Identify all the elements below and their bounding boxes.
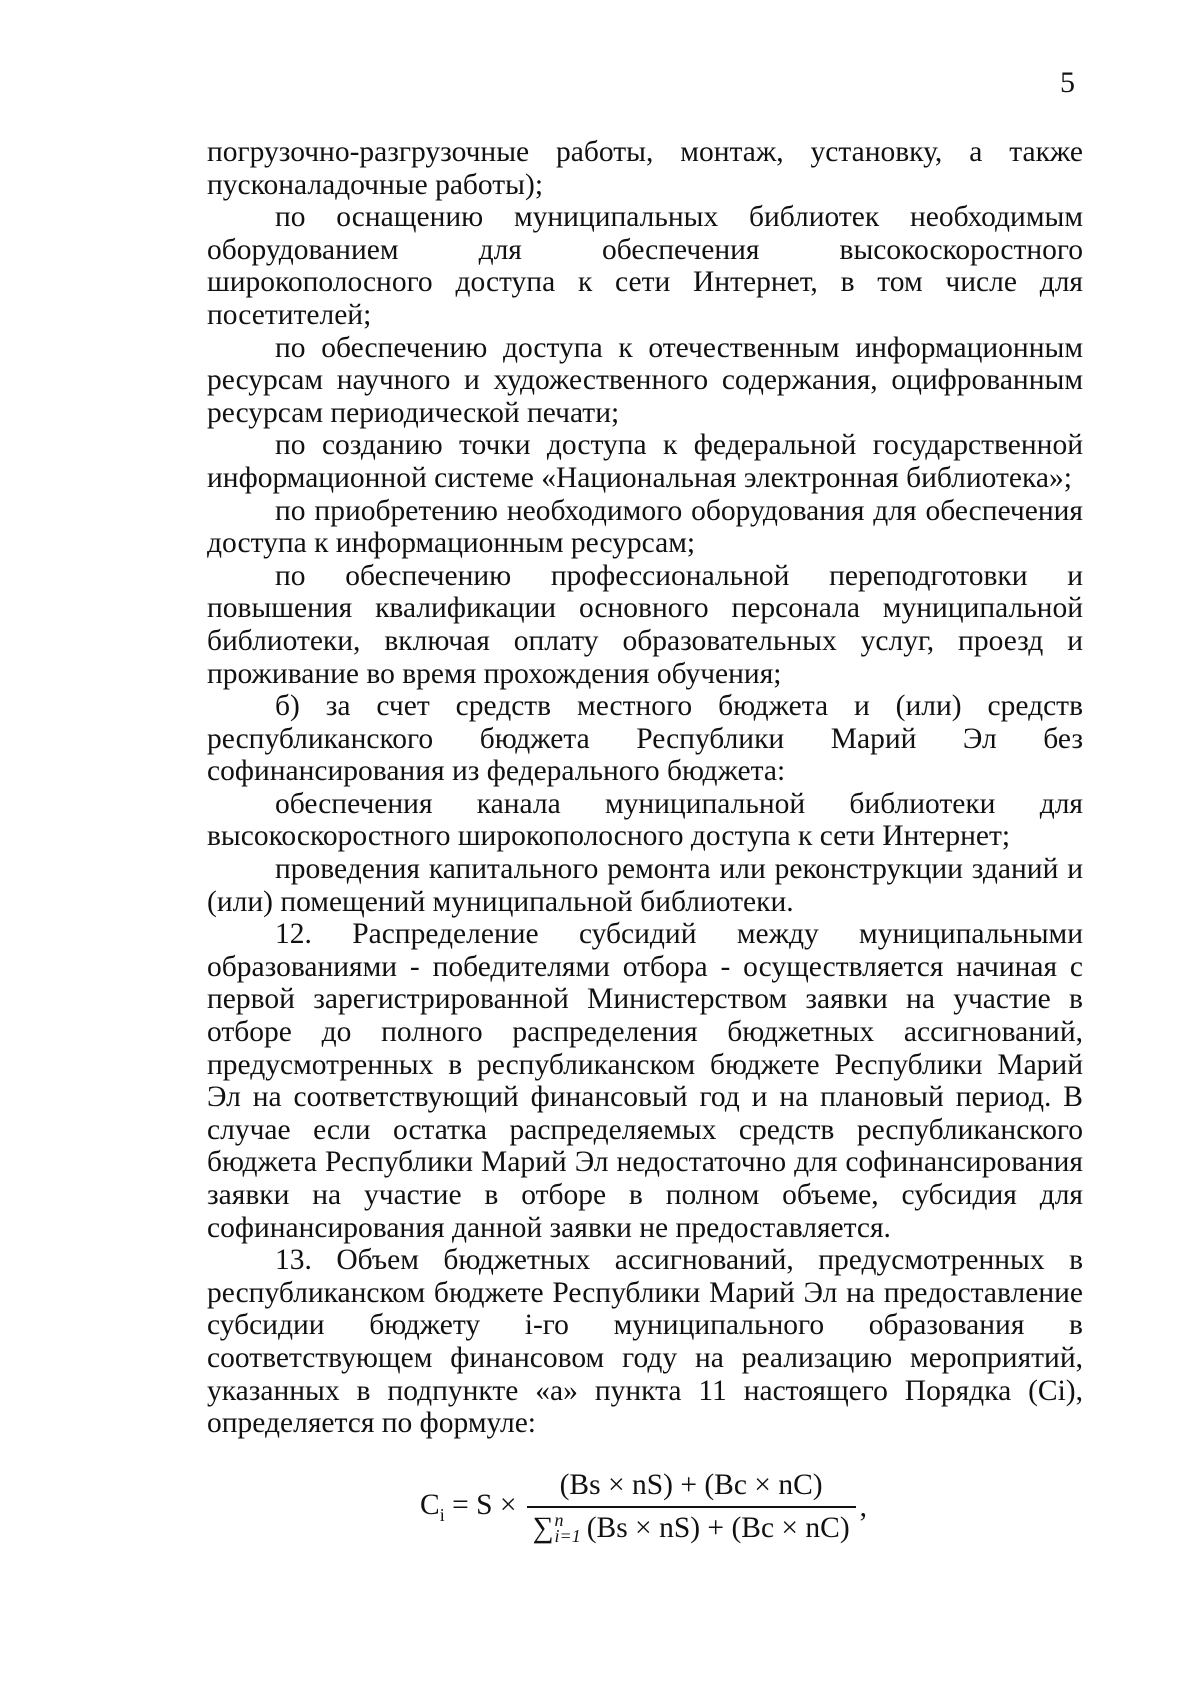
sum-lower-limit: i=1 bbox=[554, 1526, 581, 1546]
formula-fraction bbox=[527, 1469, 856, 1545]
formula-denominator: (Bs × nS) + (Bc × nC) bbox=[586, 1512, 850, 1544]
paragraph: по обеспечению профессиональной переподготовки и повышения квалификации основного персонала муниципальной библиотеки, включая оплату образовательных услуг, проезд и проживание во время прохождения обучения; bbox=[207, 559, 1083, 690]
paragraph: погрузочно-разгрузочные работы, монтаж, установку, а также пусконаладочные работы); bbox=[207, 136, 1083, 201]
document-body bbox=[207, 136, 1083, 1440]
paragraph: обеспечения канала муниципальной библиотеки для высокоскоростного широкополосного доступа к сети Интернет; bbox=[207, 787, 1083, 853]
paragraph-12: 12. Распределение субсидий между муниципальными образованиями - победителями отбора - осуществляется начиная с первой зарегистрированной Министерством заявки на участие в отборе до полного распределения бюджетных ассигнований, предусмотренных в республиканском бюджете Республики Марий Эл на соответствующий финансовый год и на плановый период. В случае если остатка распределяемых средств республиканского бюджета Республики Марий Эл недостаточно для софинансирования заявки на участие в отборе в полном объеме, субсидия для софинансирования данной заявки не предоставляется. bbox=[207, 918, 1083, 1244]
paragraph: б) за счет средств местного бюджета и (или) средств республиканского бюджета Республики Марий Эл без софинансирования из федерального бюджета: bbox=[207, 690, 1083, 788]
formula-lhs-sub: i bbox=[439, 1504, 445, 1525]
formula-trailing: , bbox=[859, 1490, 868, 1523]
paragraph: проведения капитального ремонта или реконструкции зданий и (или) помещений муниципальной библиотеки. bbox=[207, 853, 1083, 918]
sum-upper-limit: n bbox=[554, 1510, 564, 1530]
paragraph: по оснащению муниципальных библиотек необходимым оборудованием для обеспечения высокоскоростного широкополосного доступа к сети Интернет, в том числе для посетителей; bbox=[207, 201, 1083, 331]
subsidy-formula bbox=[420, 1452, 900, 1562]
formula-lhs bbox=[420, 1489, 517, 1526]
sum-limits bbox=[555, 1512, 581, 1544]
paragraph: по приобретению необходимого оборудования для обеспечения доступа к информационным ресурсам; bbox=[207, 494, 1083, 560]
formula-denominator-wrap bbox=[527, 1508, 856, 1545]
sum-symbol: ∑ bbox=[532, 1512, 554, 1544]
formula-numerator: (Bs × nS) + (Bc × nC) bbox=[559, 1469, 823, 1501]
paragraph: по обеспечению доступа к отечественным информационным ресурсам научного и художественного содержания, оцифрованным ресурсам периодической печати; bbox=[207, 331, 1083, 429]
page-number: 5 bbox=[1060, 66, 1075, 99]
paragraph: по созданию точки доступа к федеральной государственной информационной системе «Национальная электронная библиотека»; bbox=[207, 429, 1083, 494]
paragraph-13: 13. Объем бюджетных ассигнований, предусмотренных в республиканском бюджете Республики Марий Эл на предоставление субсидии бюджету i-го муниципального образования в соответствующем финансовом году на реализацию мероприятий, указанных в подпункте «а» пункта 11 настоящего Порядка (Ci), определяется по формуле: bbox=[207, 1244, 1083, 1440]
formula-lhs-rest: = S × bbox=[444, 1488, 517, 1521]
formula-lhs-main: C bbox=[420, 1488, 440, 1521]
sum-sign bbox=[533, 1512, 581, 1545]
